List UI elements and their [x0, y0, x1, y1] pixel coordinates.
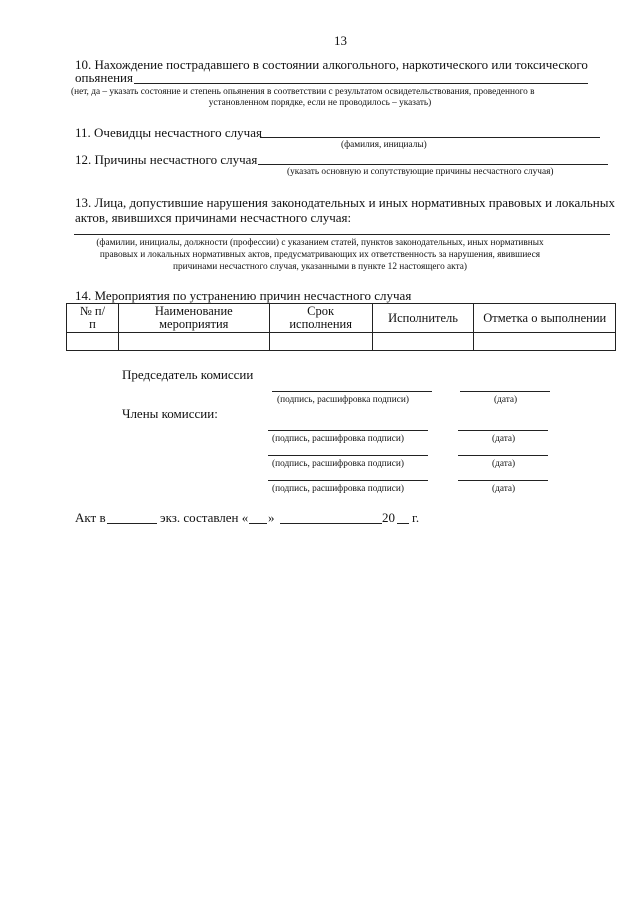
item10-hint-line2: установленном порядке, если не проводилось – указать): [208, 98, 432, 108]
item13-text-line1: 13. Лица, допустившие нарушения законодательных и иных нормативных правовых и локальных: [75, 195, 615, 210]
item10-hint-line1: (нет, да – указать состояние и степень опьянения в соответствии с результатом освидетельствования, проведенного в: [71, 87, 535, 97]
item12-label: 12. Причины несчастного случая: [75, 152, 258, 167]
member2-date-line[interactable]: [458, 455, 548, 456]
item11-label: 11. Очевидцы несчастного случая: [75, 125, 262, 140]
column-header-measure: Наименование мероприятия: [118, 304, 269, 333]
member2-signature-hint: (подпись, расшифровка подписи): [272, 459, 404, 469]
member3-signature-hint: (подпись, расшифровка подписи): [272, 484, 404, 494]
item13-hint-line2: правовых и локальных нормативных актов, предусматривающих их ответственность за нарушения, явившиеся: [99, 250, 541, 260]
act-year-prefix: 20: [382, 510, 395, 525]
table-row: [67, 333, 616, 351]
item13-hint-line3: причинами несчастного случая, указанными в пункте 12 настоящего акта): [173, 262, 467, 272]
column-header-completion-mark: Отметка о выполнении: [474, 304, 616, 333]
item13-fill-line[interactable]: [74, 234, 610, 235]
member1-date-hint: (дата): [492, 434, 516, 444]
chairman-date-line[interactable]: [460, 391, 550, 392]
member1-signature-hint: (подпись, расшифровка подписи): [272, 434, 404, 444]
members-label: Члены комиссии:: [122, 406, 218, 421]
act-month-line[interactable]: [280, 523, 382, 524]
item10-text-line1: 10. Нахождение пострадавшего в состоянии алкогольного, наркотического или токсического: [75, 57, 588, 72]
act-suffix: г.: [412, 510, 420, 525]
chairman-signature-line[interactable]: [272, 391, 432, 392]
chairman-signature-hint: (подпись, расшифровка подписи): [277, 395, 409, 405]
item10-fill-line[interactable]: [134, 83, 588, 84]
item12-hint: (указать основную и сопутствующие причины несчастного случая): [287, 167, 554, 177]
table-cell[interactable]: [269, 333, 372, 351]
item13-hint-line1: (фамилии, инициалы, должности (профессии) с указанием статей, пунктов законодательных, иных нормативных: [96, 238, 544, 248]
item14-label: 14. Мероприятия по устранению причин несчастного случая: [75, 288, 412, 303]
page-number: 13: [334, 33, 347, 48]
item11-hint: (фамилия, инициалы): [341, 140, 427, 150]
table-cell[interactable]: [67, 333, 119, 351]
table-cell[interactable]: [118, 333, 269, 351]
chairman-date-hint: (дата): [494, 395, 518, 405]
chairman-label: Председатель комиссии: [122, 367, 254, 382]
item12-fill-line[interactable]: [258, 164, 608, 165]
table-cell[interactable]: [474, 333, 616, 351]
member1-date-line[interactable]: [458, 430, 548, 431]
member1-signature-line[interactable]: [268, 430, 428, 431]
member2-date-hint: (дата): [492, 459, 516, 469]
act-day-line[interactable]: [249, 523, 267, 524]
member3-signature-line[interactable]: [268, 480, 428, 481]
act-prefix: Акт в: [75, 510, 106, 525]
table-header-row: [67, 304, 616, 333]
column-header-deadline: Срок исполнения: [269, 304, 372, 333]
act-year-line[interactable]: [397, 523, 409, 524]
member2-signature-line[interactable]: [268, 455, 428, 456]
member3-date-hint: (дата): [492, 484, 516, 494]
column-header-executor: Исполнитель: [372, 304, 474, 333]
act-middle-text: экз. составлен «: [160, 510, 249, 525]
item11-fill-line[interactable]: [260, 137, 600, 138]
act-quote-close: »: [268, 510, 275, 525]
member3-date-line[interactable]: [458, 480, 548, 481]
item13-text-line2: актов, явившихся причинами несчастного случая:: [75, 210, 352, 225]
act-copies-line[interactable]: [107, 523, 157, 524]
table-cell[interactable]: [372, 333, 474, 351]
column-header-number: № п/п: [67, 304, 119, 333]
measures-table: [66, 303, 616, 351]
item10-text-line2: опьянения: [75, 70, 133, 85]
